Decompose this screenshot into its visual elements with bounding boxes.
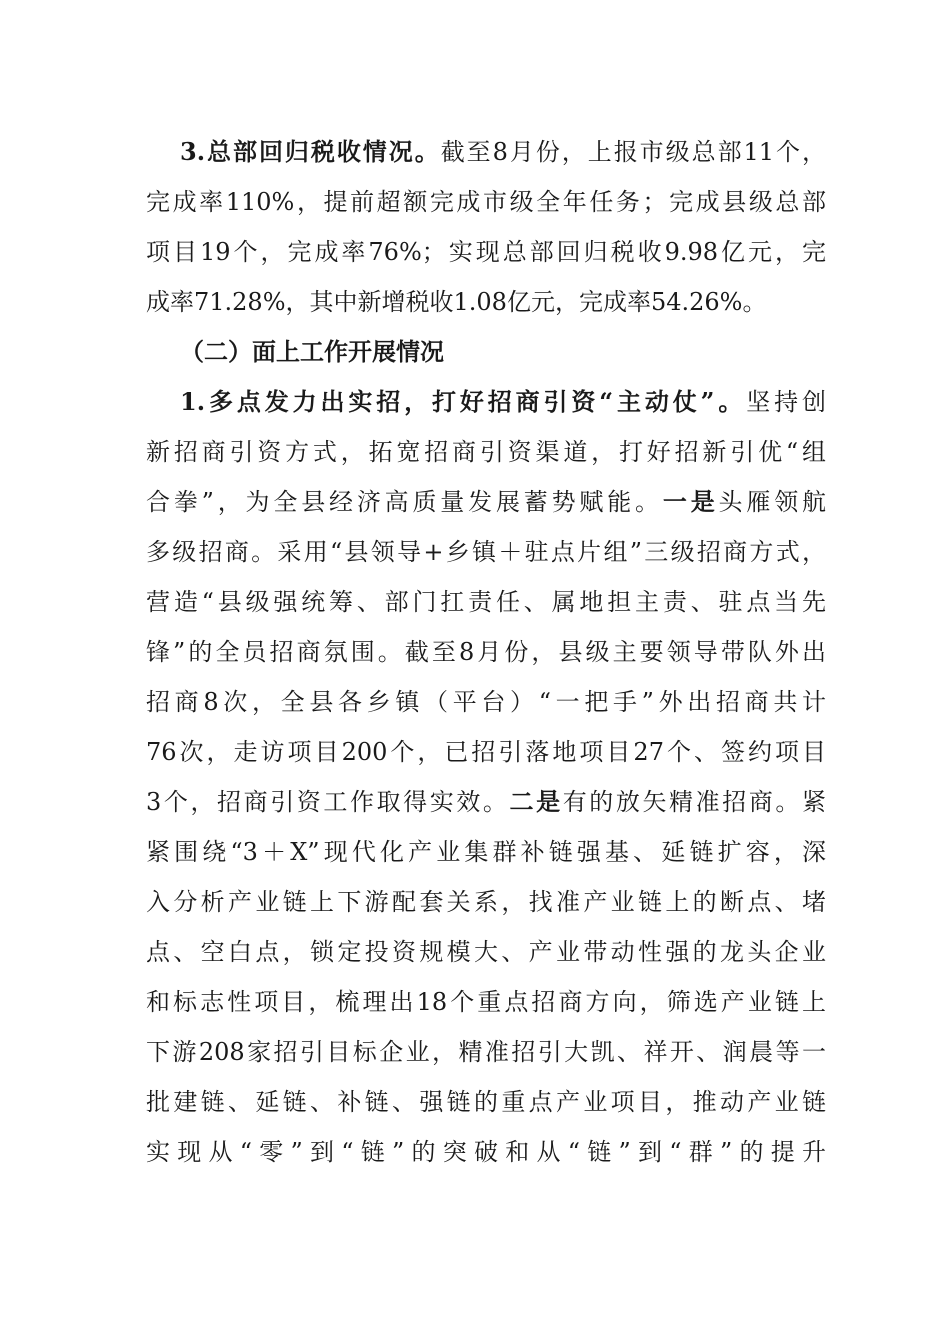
paragraph-line: 和标志性项目，梳理出18个重点招商方向，筛选产业链上	[146, 988, 826, 1016]
text-run: 3个，招商引资工作取得实效。	[146, 788, 510, 816]
paragraph-line: 营造“县级强统筹、部门扛责任、属地担主责、驻点当先	[146, 588, 826, 616]
paragraph-line: 点、空白点，锁定投资规模大、产业带动性强的龙头企业	[146, 938, 826, 966]
paragraph-line: 实现从“零”到“链”的突破和从“链”到“群”的提升	[146, 1138, 826, 1166]
text-run: 有的放矢精准招商。紧	[562, 788, 827, 816]
paragraph-heading: 1.多点发力出实招，打好招商引资“主动仗”。	[180, 387, 747, 416]
section-title: （二）面上工作开展情况	[180, 337, 444, 366]
paragraph-heading: 3.总部回归税收情况。	[180, 137, 441, 166]
text-run: 截至8月份，上报市级总部11个，	[440, 138, 827, 166]
paragraph-line: 项目19个，完成率76%；实现总部回归税收9.98亿元，完	[146, 238, 826, 266]
paragraph-line	[146, 487, 826, 517]
paragraph-line: 完成率110%，提前超额完成市级全年任务；完成县级总部	[146, 188, 826, 216]
emphasis-text: 一是	[662, 487, 719, 516]
text-run: 头雁领航	[718, 488, 827, 516]
paragraph-line: 锋”的全员招商氛围。截至8月份，县级主要领导带队外出	[146, 638, 826, 666]
paragraph-line: 76次，走访项目200个，已招引落地项目27个、签约项目	[146, 738, 826, 766]
text-run: 坚持创	[746, 388, 827, 416]
paragraph-line: 紧围绕“3＋X”现代化产业集群补链强基、延链扩容，深	[146, 838, 826, 866]
text-run: 合拳”，为全县经济高质量发展蓄势赋能。	[146, 488, 663, 516]
paragraph-line: 新招商引资方式，拓宽招商引资渠道，打好招新引优“组	[146, 438, 826, 466]
paragraph-line: 入分析产业链上下游配套关系，找准产业链上的断点、堵	[146, 888, 826, 916]
paragraph-line	[180, 387, 826, 417]
paragraph-line: 成率71.28%，其中新增税收1.08亿元，完成率54.26%。	[146, 288, 767, 316]
emphasis-text: 二是	[509, 787, 563, 816]
paragraph-line: 多级招商。采用“县领导+乡镇＋驻点片组”三级招商方式，	[146, 538, 826, 566]
paragraph-line	[180, 137, 826, 167]
paragraph-line	[146, 787, 826, 817]
paragraph-line: 下游208家招引目标企业，精准招引大凯、祥开、润晨等一	[146, 1038, 826, 1066]
paragraph-line: 批建链、延链、补链、强链的重点产业项目，推动产业链	[146, 1088, 826, 1116]
paragraph-line: 招商8次，全县各乡镇（平台）“一把手”外出招商共计	[146, 688, 826, 716]
